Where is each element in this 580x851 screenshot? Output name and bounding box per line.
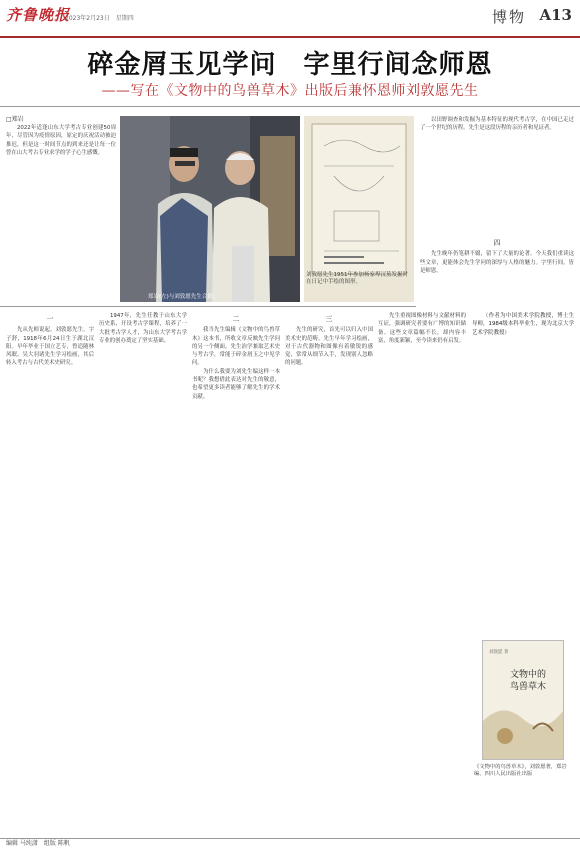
byline: □郑岩: [6, 116, 24, 123]
paragraph-p3: 我当先生编辑《文物中的鸟兽草木》这本书，所收文章反映先生学问的另一个侧面。先生治学兼取艺术史与考古学，常能于碎金屑玉之中见学问。: [192, 327, 280, 367]
editor-credits: 编辑 马纯潇 组版 陈帆: [6, 840, 70, 847]
section-heading-one: 一: [46, 315, 54, 323]
column-1-intro: [6, 124, 116, 306]
photo-divider: [0, 306, 416, 307]
page-header: [0, 0, 580, 38]
paragraph-p5: 先生的研究，首先可以归入中国美术史的范畴。先生早年学习绘画，对于古代器物和图像有着敏锐的感觉，常常从细节入手，发现别人忽略的问题。: [285, 327, 373, 367]
paragraph-p6: 先生重视图像材料与文献材料的互证，强调研究者要有广博的知识储备。这些文章篇幅不长，却内容丰富，角度新颖，至今读来仍有启发。: [378, 313, 466, 344]
book-title-line-1: 文物中的: [509, 670, 546, 680]
left-photo-caption: 郑岩(左)与刘敦愿先生合影。: [148, 294, 219, 300]
column-lower-1: [6, 312, 94, 820]
book-cover: [482, 640, 564, 760]
newspaper-logo: 齐鲁晚报: [6, 6, 71, 24]
column-right-top: [420, 116, 574, 236]
section-name: 博物: [491, 8, 526, 26]
page-number: A13: [539, 6, 572, 24]
book-title-line-2: 鸟兽草木: [509, 682, 546, 692]
right-photo-caption: 刘敦愿先生1951年参加杨家埠汉墓发掘时在日记中手绘的图形。: [306, 272, 408, 285]
paragraph-p1: 先从先师说起。刘敦愿先生，字子舒，1918年6月24日生于湖北汉阳。早年毕业于国立艺专，曾追随林风眠、吴大羽诸先生学习绘画，其后转入考古与古代美术史研究。: [6, 327, 94, 367]
book-title: [503, 669, 553, 693]
title-divider: [0, 106, 580, 107]
photo-zheng-yan-and-liu-dunyuan: [120, 116, 300, 302]
column-lower-6: [472, 312, 574, 532]
paragraph-p4: 为什么我要为刘先生编这样一本书呢？我想借此表达对先生的敬意，也希望更多读者能够了解先生的学术贡献。: [192, 368, 280, 400]
section-heading-four: 四: [493, 239, 501, 247]
issue-date: 2023年2月23日 星期四: [65, 15, 134, 22]
paragraph-p8: 先生晚年仍笔耕不辍，留下了大量的论著。今天我们重读这些文章，更能体会先生学问的深厚与人格的魅力。字里行间，皆是师恩。: [420, 251, 574, 274]
book-author-line: 刘敦愿 著: [489, 650, 509, 655]
column-right-section-4: [420, 236, 574, 306]
author-bio: （作者为中国美术学院教授，博士生导师，1984级本科毕业生，现为北京大学艺术学院教授）: [472, 313, 574, 336]
column-lower-5: [378, 312, 466, 820]
article-subtitle: ——写在《文物中的鸟兽草木》出版后兼怀恩师刘敦愿先生: [101, 83, 479, 99]
section-heading-three: 三: [325, 315, 333, 323]
column-lower-3: [192, 312, 280, 820]
paragraph-p7: 以田野调查和发掘为基本特征的现代考古学，在中国已走过了一个世纪的历程。先生是这段历程的亲历者和见证者。: [420, 117, 574, 132]
article-title: 碎金屑玉见学问 字里行间念师恩: [87, 50, 493, 80]
section-heading-two: 二: [232, 315, 240, 323]
paragraph-p2: 1947年，先生任教于山东大学历史系，开设考古学课程，培养了一大批考古学人才，为山东大学考古学专业的创办奠定了坚实基础。: [99, 313, 187, 344]
book-caption: 《文物中的鸟兽草木》，刘敦愿著，郑岩编，四川人民出版社出版: [474, 764, 567, 777]
column-lower-4: [285, 312, 373, 820]
column-lower-2: [99, 312, 187, 820]
footer-rule: [0, 838, 580, 839]
intro-paragraph: 2022年适逢山东大学考古专业创建50周年，尽管因为疫情原因，原定的庆祝活动被迫推迟，但是这一时间节点的到来还是让每一位曾在山大考古专业求学的学子心生感慨。: [6, 125, 116, 156]
